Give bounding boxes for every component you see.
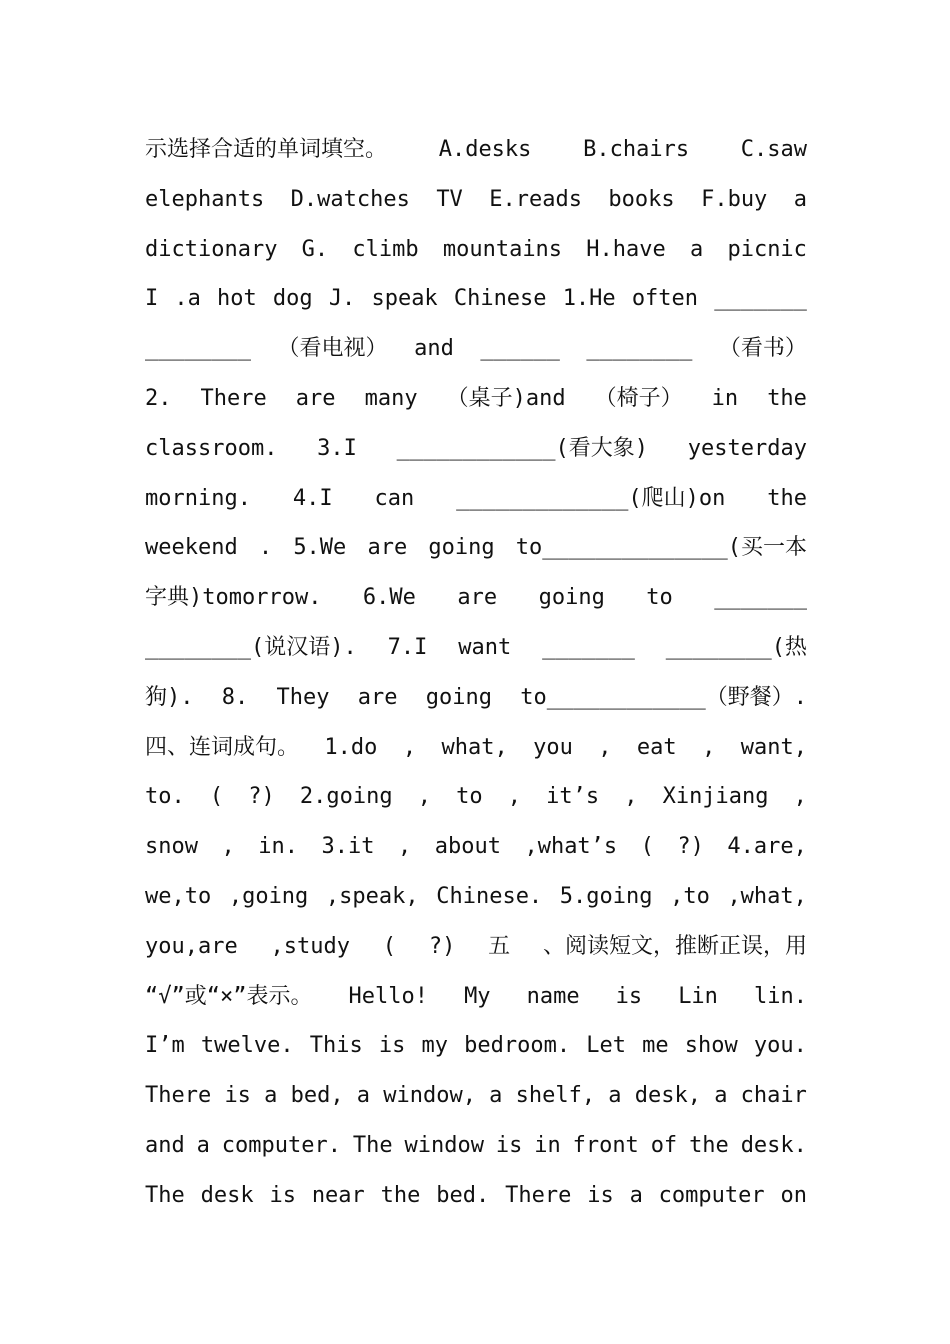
word: on	[780, 1182, 807, 1208]
word: B.chairs	[583, 137, 690, 162]
word: computer.	[221, 1132, 341, 1158]
word: to	[456, 784, 483, 810]
word: 5.We	[293, 535, 347, 561]
word: is	[615, 983, 643, 1009]
word: is	[224, 1083, 251, 1109]
word: name	[526, 983, 580, 1009]
word: to____________（野餐）.	[520, 684, 807, 710]
word: TV	[436, 186, 463, 212]
word: ,	[221, 834, 235, 860]
text-line	[145, 822, 807, 872]
word: The	[352, 1132, 393, 1158]
word: a	[489, 1083, 503, 1109]
word: many	[364, 385, 418, 411]
word: mountains	[442, 236, 563, 262]
text-line	[145, 922, 807, 972]
word: (	[640, 834, 654, 860]
word: often	[631, 286, 699, 312]
word: a	[689, 236, 704, 262]
word: J.	[328, 286, 356, 312]
text-line	[145, 474, 807, 524]
word: going	[538, 585, 605, 611]
word: of	[650, 1132, 678, 1158]
word: C.saw	[740, 137, 807, 162]
word: ,	[402, 734, 417, 760]
word: want,	[740, 734, 807, 760]
word: There	[145, 1083, 212, 1109]
word: ,	[793, 784, 807, 810]
word: me	[642, 1033, 669, 1059]
word: Chinese.	[436, 883, 543, 909]
word: （桌子)and	[446, 385, 566, 411]
word: the	[767, 485, 807, 511]
word: D.watches	[290, 186, 410, 212]
word: ,	[702, 734, 716, 760]
word: the	[689, 1132, 729, 1158]
word: and	[145, 1132, 185, 1158]
word: “√”或“×”表示。	[145, 983, 313, 1009]
word: going	[428, 535, 495, 561]
text-line	[145, 175, 807, 225]
word: ________(热	[665, 634, 807, 660]
word: in	[711, 385, 739, 411]
word: my	[421, 1033, 449, 1059]
word: dictionary	[145, 236, 278, 262]
text-line	[145, 972, 807, 1022]
word: （椅子）	[594, 385, 683, 411]
word: ______	[480, 336, 560, 362]
word: 6.We	[362, 585, 416, 611]
word: Chinese	[453, 286, 547, 312]
word: I’m	[145, 1033, 185, 1059]
word: dog	[272, 286, 313, 312]
word: you	[533, 734, 573, 760]
word: the	[380, 1182, 421, 1208]
word: ____________(看大象)	[396, 435, 649, 461]
word: The	[145, 1182, 185, 1208]
word: lin.	[753, 983, 807, 1009]
word: ,to	[670, 883, 710, 909]
text-line	[145, 225, 807, 275]
word: shelf,	[515, 1083, 596, 1109]
word: 3.it	[321, 834, 375, 860]
word: Xinjiang	[662, 784, 769, 810]
word: Let	[586, 1033, 627, 1059]
word: are	[295, 385, 336, 411]
word: a	[793, 186, 807, 212]
text-line	[145, 772, 807, 822]
word: it’s	[546, 784, 600, 810]
word: (	[382, 933, 397, 959]
text-line	[145, 424, 807, 474]
word: ________	[145, 336, 251, 362]
word: 、阅读短文，推断正误，用	[542, 933, 807, 959]
word: ?)	[677, 834, 704, 860]
word: classroom.	[145, 435, 278, 461]
word: going	[425, 684, 493, 710]
word: to	[646, 585, 673, 611]
word: a	[196, 1132, 210, 1158]
text-line	[145, 1021, 807, 1071]
word: ,speak,	[325, 883, 419, 909]
word: ?)	[248, 784, 275, 810]
worksheet-text	[145, 125, 807, 1221]
word: desk,	[634, 1083, 701, 1109]
word: Lin	[678, 983, 718, 1009]
word: you,are	[145, 933, 238, 959]
word: is	[378, 1033, 406, 1059]
text-line	[145, 1071, 807, 1121]
word: a	[264, 1083, 278, 1109]
word: bedroom.	[464, 1033, 571, 1059]
word: _______	[542, 634, 635, 660]
word: we,to	[145, 883, 212, 909]
word: There	[200, 385, 267, 411]
word: is	[495, 1132, 523, 1158]
word: a	[714, 1083, 728, 1109]
word: There	[505, 1182, 572, 1208]
word: 1.do	[324, 734, 378, 760]
word: books	[608, 186, 675, 212]
word: _______	[714, 585, 807, 611]
word: 3.I	[317, 435, 357, 461]
word: are	[457, 585, 498, 611]
word: want	[458, 634, 512, 660]
word: 5.going	[559, 883, 653, 909]
word: in	[534, 1132, 561, 1158]
word: yesterday	[687, 435, 807, 461]
word: ________(说汉语).	[145, 634, 357, 660]
text-line	[145, 673, 807, 723]
word: 四、连词成句。	[145, 734, 300, 760]
word: 8.	[221, 684, 249, 710]
word: about	[434, 834, 501, 860]
word: E.reads	[489, 186, 582, 212]
word: and	[414, 336, 454, 362]
word: can	[374, 485, 415, 511]
word: what,	[441, 734, 508, 760]
word: bed,	[290, 1083, 344, 1109]
word: the	[767, 385, 807, 411]
word: front	[572, 1132, 639, 1158]
word: F.buy	[701, 186, 768, 212]
word: morning.	[145, 485, 251, 511]
word: to.	[145, 784, 185, 810]
word: to______________(买一本	[515, 535, 807, 561]
word: 示选择合适的单词填空。	[145, 137, 388, 162]
word: G.	[301, 236, 329, 262]
word: _______	[714, 286, 807, 312]
word: ,	[507, 784, 521, 810]
word: .	[258, 535, 273, 561]
text-line	[145, 523, 807, 573]
word: A.desks	[438, 137, 532, 162]
text-line	[145, 872, 807, 922]
word: are	[357, 684, 398, 710]
word: 1.He	[562, 286, 616, 312]
word: a	[608, 1083, 622, 1109]
word: show	[684, 1033, 738, 1059]
text-line	[145, 274, 807, 324]
word: is	[269, 1182, 296, 1208]
word: _____________(爬山)on	[456, 485, 726, 511]
word: My	[464, 983, 491, 1009]
word: ,	[598, 734, 612, 760]
word: desk	[200, 1182, 254, 1208]
word: chair	[740, 1083, 807, 1109]
word: twelve.	[200, 1033, 294, 1059]
word: This	[309, 1033, 363, 1059]
word: They	[276, 684, 330, 710]
word: bed.	[436, 1182, 490, 1208]
text-line	[145, 374, 807, 424]
word: in.	[258, 834, 298, 860]
word: (	[209, 784, 224, 810]
word: ,	[624, 784, 638, 810]
word: window	[404, 1132, 484, 1158]
word: ?)	[428, 933, 456, 959]
word: 2.	[145, 385, 172, 411]
text-line	[145, 1171, 807, 1221]
word: a	[356, 1083, 371, 1109]
word: （看书）	[718, 336, 807, 362]
word: computer	[658, 1182, 765, 1208]
word: you.	[753, 1033, 807, 1059]
word: eat	[636, 734, 677, 760]
word: hot	[217, 286, 257, 312]
word: is	[587, 1182, 614, 1208]
word: （看电视）	[277, 336, 388, 362]
word: weekend	[145, 535, 238, 561]
word: ,	[397, 834, 412, 860]
word: elephants	[145, 186, 265, 212]
text-line	[145, 125, 807, 175]
word: speak	[371, 286, 438, 312]
word: ,what’s	[524, 834, 618, 860]
word: picnic	[727, 236, 807, 262]
word: window,	[383, 1083, 476, 1109]
word: Hello!	[348, 983, 429, 1009]
word: near	[311, 1182, 365, 1208]
word: 狗).	[145, 684, 194, 710]
word: climb	[352, 236, 419, 262]
word: desk.	[740, 1132, 807, 1158]
word: 2.going	[299, 784, 393, 810]
text-line	[145, 1121, 807, 1171]
word: .a	[174, 286, 201, 312]
word: snow	[145, 834, 198, 860]
word: 字典)tomorrow.	[145, 585, 322, 611]
text-line	[145, 623, 807, 673]
text-line	[145, 324, 807, 374]
word: ,going	[228, 883, 309, 909]
word: 4.I	[292, 485, 333, 511]
word: 7.I	[387, 634, 428, 660]
word: ,what,	[727, 883, 807, 909]
word: a	[629, 1182, 643, 1208]
word: H.have	[586, 236, 666, 262]
word: are	[367, 535, 408, 561]
text-line	[145, 573, 807, 623]
word: I	[145, 286, 159, 312]
text-line	[145, 723, 807, 773]
word: ,study	[270, 933, 350, 959]
word: ,	[417, 784, 431, 810]
word: 4.are,	[727, 834, 807, 860]
word: 五	[488, 933, 511, 959]
word: ________	[586, 336, 693, 362]
